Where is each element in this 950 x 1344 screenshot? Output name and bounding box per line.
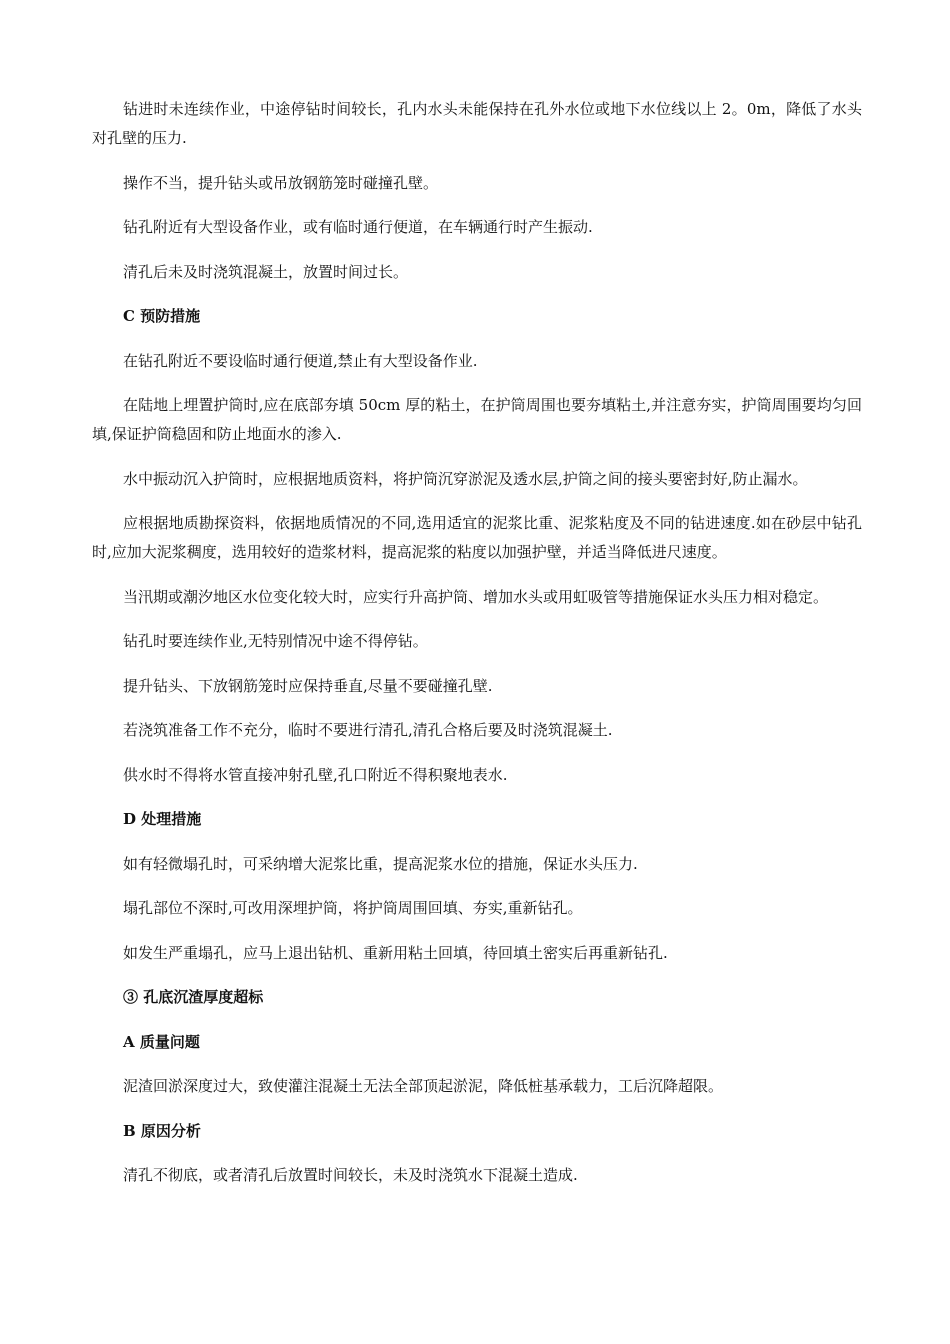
paragraph: 应根据地质勘探资料，依据地质情况的不同,选用适宜的泥浆比重、泥浆粘度及不同的钻进速度.如在砂层中钻孔时,应加大泥浆稠度，选用较好的造浆材料，提高泥浆的粘度以加强护壁，并适当降低进尺速度。 bbox=[92, 514, 862, 561]
paragraph: 操作不当，提升钻头或吊放钢筋笼时碰撞孔壁。 bbox=[123, 173, 439, 192]
section-heading-prevention: C 预防措施 bbox=[123, 307, 201, 325]
paragraph: 如有轻微塌孔时，可采纳增大泥浆比重，提高泥浆水位的措施，保证水头压力. bbox=[123, 854, 638, 873]
paragraph: 在陆地上埋置护筒时,应在底部夯填 50cm 厚的粘土，在护筒周围也要夯填粘土,并注意夯实，护筒周围要均匀回填,保证护筒稳固和防止地面水的渗入. bbox=[92, 396, 862, 443]
paragraph: 提升钻头、下放钢筋笼时应保持垂直,尽量不要碰撞孔壁. bbox=[123, 676, 493, 695]
section-heading-quality-problem: A 质量问题 bbox=[123, 1032, 200, 1051]
paragraph: 当汛期或潮汐地区水位变化较大时，应实行升高护筒、增加水头或用虹吸管等措施保证水头压力相对稳定。 bbox=[123, 587, 829, 606]
paragraph: 清孔后未及时浇筑混凝土，放置时间过长。 bbox=[123, 262, 409, 281]
paragraph: 泥渣回淤深度过大，致使灌注混凝土无法全部顶起淤泥，降低桩基承载力，工后沉降超限。 bbox=[123, 1077, 724, 1095]
paragraph: 钻孔时要连续作业,无特别情况中途不得停钻。 bbox=[123, 632, 428, 650]
section-heading-sediment: ③ 孔底沉渣厚度超标 bbox=[123, 988, 264, 1006]
paragraph: 在钻孔附近不要设临时通行便道,禁止有大型设备作业. bbox=[123, 351, 478, 370]
paragraph: 塌孔部位不深时,可改用深埋护筒，将护筒周围回填、夯实,重新钻孔。 bbox=[123, 899, 583, 917]
section-heading-cause-analysis: B 原因分析 bbox=[123, 1121, 201, 1140]
section-heading-treatment: D 处理措施 bbox=[123, 810, 202, 828]
paragraph: 水中振动沉入护筒时，应根据地质资料，将护筒沉穿淤泥及透水层,护筒之间的接头要密封好,防止漏水。 bbox=[123, 469, 808, 488]
paragraph: 清孔不彻底，或者清孔后放置时间较长，未及时浇筑水下混凝土造成. bbox=[123, 1166, 578, 1184]
paragraph: 供水时不得将水管直接冲射孔壁,孔口附近不得积聚地表水. bbox=[123, 765, 508, 784]
paragraph: 钻孔附近有大型设备作业，或有临时通行便道，在车辆通行时产生振动. bbox=[123, 218, 593, 236]
paragraph: 钻进时未连续作业，中途停钻时间较长，孔内水头未能保持在孔外水位或地下水位线以上 2。0m，降低了水头对孔壁的压力. bbox=[92, 100, 862, 147]
paragraph: 如发生严重塌孔，应马上退出钻机、重新用粘土回填，待回填土密实后再重新钻孔. bbox=[123, 943, 668, 962]
document-page bbox=[92, 95, 862, 1206]
paragraph: 若浇筑准备工作不充分，临时不要进行清孔,清孔合格后要及时浇筑混凝土. bbox=[123, 721, 613, 739]
